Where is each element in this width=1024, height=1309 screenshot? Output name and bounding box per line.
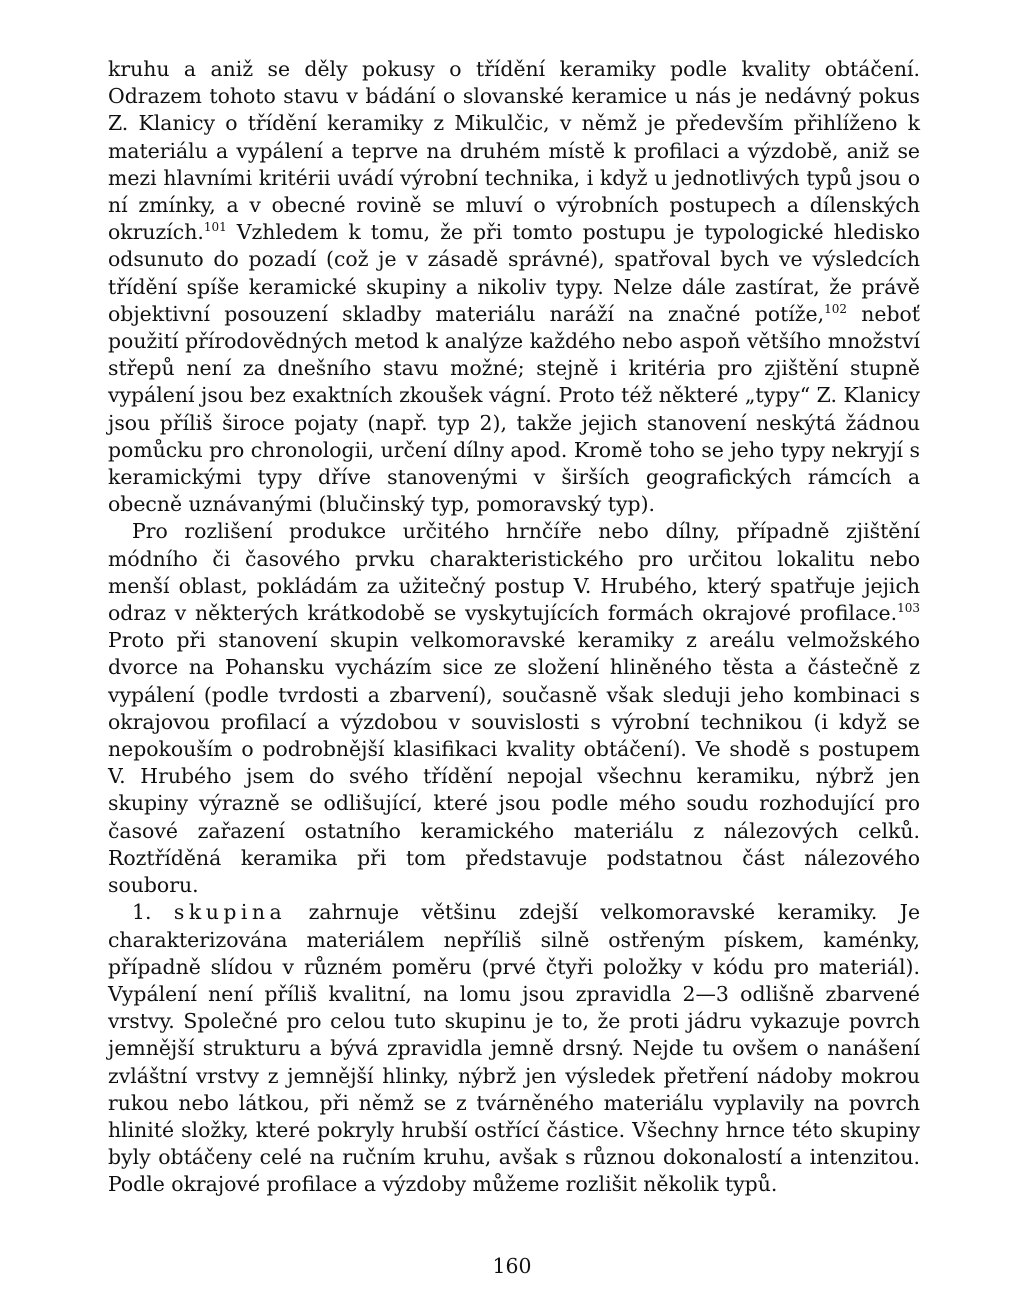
paragraph-2 bbox=[108, 518, 920, 899]
footnote-ref-102: 102 bbox=[824, 301, 847, 316]
paragraph-3-number: 1. bbox=[132, 900, 174, 925]
paragraph-2-text-2: Proto při stanovení skupin velkomoravské keramiky z areálu velmožského dvorce na Pohansku vycházím sice ze složení hliněného těsta a částečně z vypálení (podle tvrdosti a zbarvení), současně však sleduji jeho kombinaci s okrajovou profilací a výzdobou v souvislosti s výrobní technikou (i když se nepokouším o podrobnější klasifikaci kvality obtáčení). Ve shodě s postupem V. Hrubého jsem do svého třídění nepojal všechnu keramiku, nýbrž jen skupiny výrazně se odlišující, které jsou podle mého soudu rozhodující pro časové zařazení ostatního keramického materiálu z nálezových celků. Roztříděná keramika při tom představuje podstatnou část nálezového souboru. bbox=[108, 628, 920, 898]
paragraph-1-text-1: kruhu a aniž se děly pokusy o třídění keramiky podle kvality obtáčení. Odrazem tohoto stavu v bádání o slovanské keramice u nás je nedávný pokus Z. Klanicy o třídění keramiky z Mikulčic, v němž je především přihlíženo k materiálu a vypálení a teprve na druhém místě k profilaci a výzdobě, aniž se mezi hlavními kritérii uvádí výrobní technika, i když u jednotlivých typů jsou o ní zmínky, a v obecné rovině se mluví o výrobních postupech a dílenských okruzích. bbox=[108, 57, 920, 245]
footnote-ref-101: 101 bbox=[203, 220, 227, 235]
page-number: 160 bbox=[492, 1254, 532, 1278]
paragraph-1 bbox=[108, 56, 920, 518]
paragraph-3-text: zahrnuje většinu zdejší velkomoravské keramiky. Je charakterizována materiálem nepříliš silně ostřeným pískem, kaménky, případně slídou v různém poměru (prvé čtyři položky v kódu pro materiál). Vypálení není příliš kvalitní, na lomu jsou zpravidla 2—3 odlišně zbarvené vrstvy. Společné pro celou tuto skupinu je to, že proti jádru vykazuje povrch jemnější strukturu a bývá zpravidla jemně drsný. Nejde tu ovšem o nanášení zvláštní vrstvy z jemnější hlinky, nýbrž jen výsledek přetření nádoby mokrou rukou nebo látkou, při němž se z tvárněného materiálu vyplavily na povrch hlinité složky, které pokryly hrubší ostřící částice. Všechny hrnce této skupiny byly obtáčeny celé na ručním kruhu, avšak s různou dokonalostí a intenzitou. Podle okrajové profilace a výzdoby můžeme rozlišit několik typů. bbox=[108, 900, 921, 1197]
paragraph-3 bbox=[108, 899, 920, 1198]
paragraph-2-text-1: Pro rozlišení produkce určitého hrnčíře nebo dílny, případně zjištění módního či časového prvku charakteristického pro určitou lokalitu nebo menší oblast, pokládám za užitečný postup V. Hrubého, který spatřuje jejich odraz v některých krátkodobě se vyskytujících formách okrajové profilace. bbox=[108, 519, 920, 626]
footnote-ref-103: 103 bbox=[897, 601, 920, 616]
paragraph-1-text-3: neboť použití přírodovědných metod k analýze každého nebo aspoň většího množství střepů není za dnešního stavu možné; stejně i kritéria pro zjištění stupně vypálení jsou bez exaktních zkoušek vágní. Proto též některé „typy“ Z. Klanicy jsou příliš široce pojaty (např. typ 2), takže jejich stanovení neskýtá žádnou pomůcku pro chronologii, určení dílny apod. Kromě toho se jeho typy nekryjí s keramickými typy dříve stanovenými v širších geografických rámcích a obecně uznávanými (blučinský typ, pomoravský typ). bbox=[108, 301, 920, 517]
paragraph-1-text-2: Vzhledem k tomu, že při tomto postupu je typologické hledisko odsunuto do pozadí (což je v zásadě správné), spatřoval bych ve výsledcích třídění spíše keramické skupiny a nikoliv typy. Nelze dále zastírat, že právě objektivní posouzení skladby materiálu naráží na značné potíže, bbox=[108, 220, 920, 326]
page-body bbox=[108, 56, 920, 1199]
paragraph-3-spaced-term: skupina bbox=[173, 900, 287, 925]
